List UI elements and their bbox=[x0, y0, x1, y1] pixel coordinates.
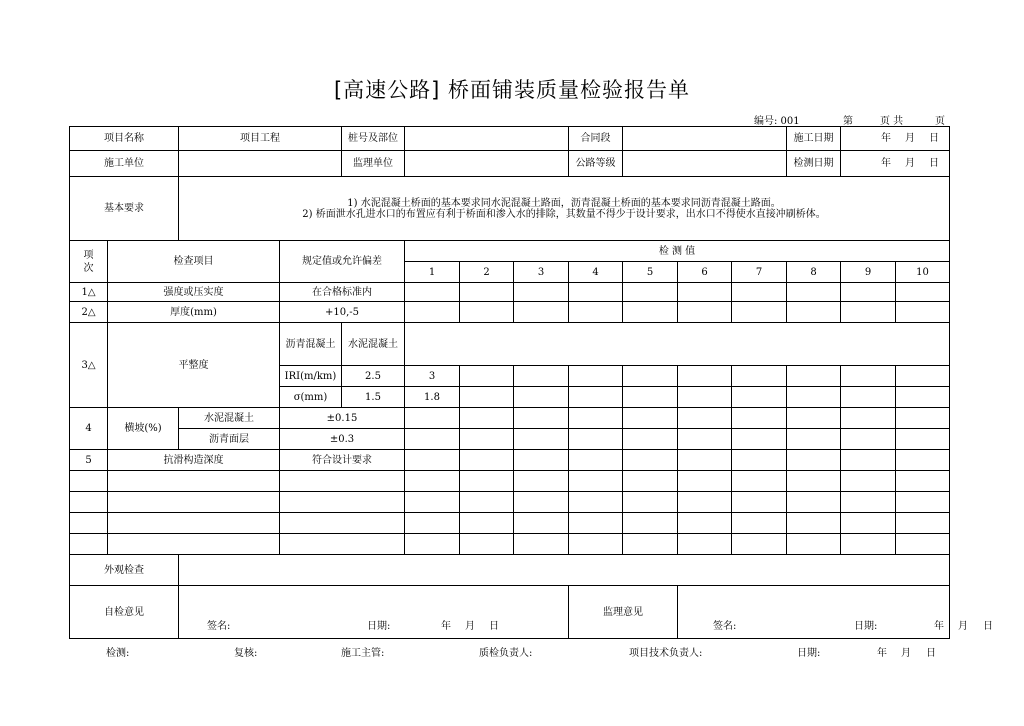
report-title: [高速公路] 桥面铺装质量检验报告单 bbox=[333, 78, 691, 102]
value-cell[interactable] bbox=[678, 387, 732, 408]
row3-iri-asphalt: 2.5 bbox=[342, 366, 405, 387]
blank-row bbox=[70, 513, 950, 534]
value-cell[interactable] bbox=[841, 302, 896, 323]
value-cell[interactable] bbox=[569, 387, 623, 408]
value-cell[interactable] bbox=[569, 450, 623, 471]
row1-no: 1△ bbox=[70, 283, 108, 302]
value-cell[interactable] bbox=[460, 302, 514, 323]
value-cell[interactable] bbox=[514, 429, 569, 450]
value-cell[interactable] bbox=[460, 408, 514, 429]
station-value[interactable] bbox=[405, 127, 569, 151]
value-cell[interactable] bbox=[405, 450, 460, 471]
serial-number: 编号: 001 bbox=[754, 116, 800, 127]
value-cell[interactable] bbox=[787, 408, 841, 429]
value-cell[interactable] bbox=[460, 450, 514, 471]
value-cell[interactable] bbox=[460, 283, 514, 302]
appearance-value[interactable] bbox=[179, 555, 950, 586]
basic-requirements-row bbox=[70, 177, 950, 241]
value-cell[interactable] bbox=[514, 366, 569, 387]
row3-iri-cement: 3 bbox=[405, 366, 460, 387]
supervisor-opinion-value[interactable]: 签名: 日期: 年 月 日 bbox=[678, 586, 950, 639]
basic-requirements-label: 基本要求 bbox=[70, 177, 179, 241]
value-cell[interactable] bbox=[623, 283, 678, 302]
row3-sigma-cement: 1.8 bbox=[405, 387, 460, 408]
self-sign-label: 签名: bbox=[207, 621, 231, 632]
page-prefix: 第 bbox=[843, 116, 853, 127]
supervisor-label: 监理单位 bbox=[342, 151, 405, 177]
row2-spec: +10,-5 bbox=[280, 302, 405, 323]
build-date-value[interactable]: 年 月 日 bbox=[841, 127, 950, 151]
value-cell[interactable] bbox=[732, 302, 787, 323]
table-row bbox=[70, 450, 950, 471]
row3-asphalt-header: 沥青混凝土 bbox=[280, 323, 342, 366]
row2-no: 2△ bbox=[70, 302, 108, 323]
value-cell[interactable] bbox=[841, 450, 896, 471]
value-cell[interactable] bbox=[678, 450, 732, 471]
station-label: 桩号及部位 bbox=[342, 127, 405, 151]
blank-row bbox=[70, 471, 950, 492]
measured-header: 检 测 值 bbox=[405, 241, 950, 262]
header-row-1 bbox=[70, 127, 950, 151]
value-cell[interactable] bbox=[569, 302, 623, 323]
project-name-label: 项目名称 bbox=[70, 127, 179, 151]
value-cell[interactable] bbox=[678, 366, 732, 387]
value-cell[interactable] bbox=[623, 429, 678, 450]
value-cell[interactable] bbox=[732, 408, 787, 429]
value-cell[interactable] bbox=[841, 408, 896, 429]
value-cell[interactable] bbox=[841, 283, 896, 302]
footer-review: 复核: bbox=[234, 648, 258, 659]
value-cell[interactable] bbox=[514, 302, 569, 323]
row3-blank bbox=[405, 323, 950, 366]
value-cell[interactable] bbox=[623, 450, 678, 471]
value-cell[interactable] bbox=[787, 450, 841, 471]
measure-col-10: 10 bbox=[896, 262, 950, 283]
value-cell[interactable] bbox=[405, 429, 460, 450]
check-date-label: 检测日期 bbox=[787, 151, 841, 177]
page-mid: 页 共 bbox=[880, 116, 904, 127]
value-cell[interactable] bbox=[623, 408, 678, 429]
appearance-label: 外观检查 bbox=[70, 555, 179, 586]
value-cell[interactable] bbox=[514, 283, 569, 302]
table-row bbox=[70, 323, 950, 366]
footer-construct-lead: 施工主管: bbox=[341, 648, 385, 659]
table-row bbox=[70, 283, 950, 302]
value-cell[interactable] bbox=[896, 283, 950, 302]
value-cell[interactable] bbox=[787, 387, 841, 408]
value-cell[interactable] bbox=[732, 450, 787, 471]
row3-no: 3△ bbox=[70, 323, 108, 408]
row5-item: 抗滑构造深度 bbox=[108, 450, 280, 471]
row4-val2: ±0.3 bbox=[280, 429, 405, 450]
row5-spec: 符合设计要求 bbox=[280, 450, 405, 471]
measure-col-7: 7 bbox=[732, 262, 787, 283]
value-cell[interactable] bbox=[678, 429, 732, 450]
row4-item: 横坡(%) bbox=[108, 408, 179, 450]
table-row bbox=[70, 429, 950, 450]
spec-header: 规定值或允许偏差 bbox=[280, 241, 405, 283]
value-cell[interactable] bbox=[405, 302, 460, 323]
builder-value[interactable] bbox=[179, 151, 342, 177]
header-row-2 bbox=[70, 151, 950, 177]
table-row bbox=[70, 302, 950, 323]
value-cell[interactable] bbox=[732, 387, 787, 408]
measure-col-8: 8 bbox=[787, 262, 841, 283]
footer-inspect: 检测: bbox=[106, 648, 130, 659]
value-cell[interactable] bbox=[678, 302, 732, 323]
requirement-line-2: 2) 桥面泄水孔进水口的布置应有利于桥面和渗入水的排除，其数量不得少于设计要求，出水口不得使水直接冲刷桥体。 bbox=[302, 208, 826, 220]
measure-col-9: 9 bbox=[841, 262, 896, 283]
value-cell[interactable] bbox=[841, 429, 896, 450]
value-cell[interactable] bbox=[569, 408, 623, 429]
value-cell[interactable] bbox=[623, 302, 678, 323]
row2-item: 厚度(mm) bbox=[108, 302, 280, 323]
value-cell[interactable] bbox=[514, 387, 569, 408]
value-cell[interactable] bbox=[896, 302, 950, 323]
opinion-row bbox=[70, 586, 950, 639]
row5-no: 5 bbox=[70, 450, 108, 471]
value-cell[interactable] bbox=[514, 450, 569, 471]
value-cell[interactable] bbox=[732, 429, 787, 450]
footer-tech-lead: 项目技术负责人: bbox=[629, 648, 703, 659]
row4-no: 4 bbox=[70, 408, 108, 450]
footer-date: 日期: bbox=[797, 648, 821, 659]
row4-sub1: 水泥混凝土 bbox=[179, 408, 280, 429]
check-date-value[interactable]: 年 月 日 bbox=[841, 151, 950, 177]
item-header: 检查项目 bbox=[108, 241, 280, 283]
value-cell[interactable] bbox=[732, 366, 787, 387]
blank-row bbox=[70, 492, 950, 513]
value-cell[interactable] bbox=[896, 429, 950, 450]
value-cell[interactable] bbox=[732, 283, 787, 302]
measure-col-1: 1 bbox=[405, 262, 460, 283]
inspection-form bbox=[69, 126, 994, 639]
value-cell[interactable] bbox=[678, 408, 732, 429]
value-cell[interactable] bbox=[460, 429, 514, 450]
row3-item: 平整度 bbox=[108, 323, 280, 408]
build-date-label: 施工日期 bbox=[787, 127, 841, 151]
supervisor-opinion-label: 监理意见 bbox=[569, 586, 678, 639]
contract-value[interactable] bbox=[623, 127, 787, 151]
value-cell[interactable] bbox=[569, 429, 623, 450]
value-cell[interactable] bbox=[623, 387, 678, 408]
self-check-value[interactable]: 签名: 日期: 年 月 日 bbox=[179, 586, 569, 639]
page-suffix: 页 bbox=[935, 116, 945, 127]
value-cell[interactable] bbox=[623, 366, 678, 387]
grade-label: 公路等级 bbox=[569, 151, 623, 177]
self-date-label: 日期: bbox=[367, 621, 391, 632]
measure-col-6: 6 bbox=[678, 262, 732, 283]
value-cell[interactable] bbox=[460, 366, 514, 387]
row3-cement-header: 水泥混凝土 bbox=[342, 323, 405, 366]
measure-col-2: 2 bbox=[460, 262, 514, 283]
project-name-value[interactable]: 项目工程 bbox=[179, 127, 342, 151]
value-cell[interactable] bbox=[896, 366, 950, 387]
row3-sigma-asphalt: 1.5 bbox=[342, 387, 405, 408]
requirement-line-1: 1) 水泥混凝土桥面的基本要求同水泥混凝土路面，沥青混凝土桥面的基本要求同沥青混凝土路面。 bbox=[347, 197, 781, 209]
supervisor-date-label: 日期: bbox=[854, 621, 878, 632]
grade-value[interactable] bbox=[623, 151, 787, 177]
row4-val1: ±0.15 bbox=[280, 408, 405, 429]
item-no-header: 项 次 bbox=[70, 241, 108, 283]
blank-row bbox=[70, 534, 950, 555]
value-cell[interactable] bbox=[678, 283, 732, 302]
contract-label: 合同段 bbox=[569, 127, 623, 151]
value-cell[interactable] bbox=[405, 283, 460, 302]
appearance-row bbox=[70, 555, 950, 586]
table-row bbox=[70, 408, 950, 429]
value-cell[interactable] bbox=[841, 387, 896, 408]
value-cell[interactable] bbox=[896, 450, 950, 471]
self-check-label: 自检意见 bbox=[70, 586, 179, 639]
measure-col-4: 4 bbox=[569, 262, 623, 283]
value-cell[interactable] bbox=[841, 366, 896, 387]
measure-col-3: 3 bbox=[514, 262, 569, 283]
value-cell[interactable] bbox=[787, 302, 841, 323]
builder-label: 施工单位 bbox=[70, 151, 179, 177]
value-cell[interactable] bbox=[405, 408, 460, 429]
row1-item: 强度或压实度 bbox=[108, 283, 280, 302]
value-cell[interactable] bbox=[787, 283, 841, 302]
value-cell[interactable] bbox=[787, 366, 841, 387]
row3-iri-label: IRI(m/km) bbox=[280, 366, 342, 387]
value-cell[interactable] bbox=[787, 429, 841, 450]
value-cell[interactable] bbox=[569, 283, 623, 302]
column-header-row-1 bbox=[70, 241, 950, 262]
value-cell[interactable] bbox=[569, 366, 623, 387]
value-cell[interactable] bbox=[896, 408, 950, 429]
supervisor-sign-label: 签名: bbox=[713, 621, 737, 632]
value-cell[interactable] bbox=[514, 408, 569, 429]
value-cell[interactable] bbox=[460, 387, 514, 408]
row4-sub2: 沥青面层 bbox=[179, 429, 280, 450]
measure-col-5: 5 bbox=[623, 262, 678, 283]
footer-qc-lead: 质检负责人: bbox=[479, 648, 533, 659]
basic-requirements-text bbox=[179, 177, 950, 241]
row1-spec: 在合格标准内 bbox=[280, 283, 405, 302]
value-cell[interactable] bbox=[896, 387, 950, 408]
supervisor-value[interactable] bbox=[405, 151, 569, 177]
row3-sigma-label: σ(mm) bbox=[280, 387, 342, 408]
